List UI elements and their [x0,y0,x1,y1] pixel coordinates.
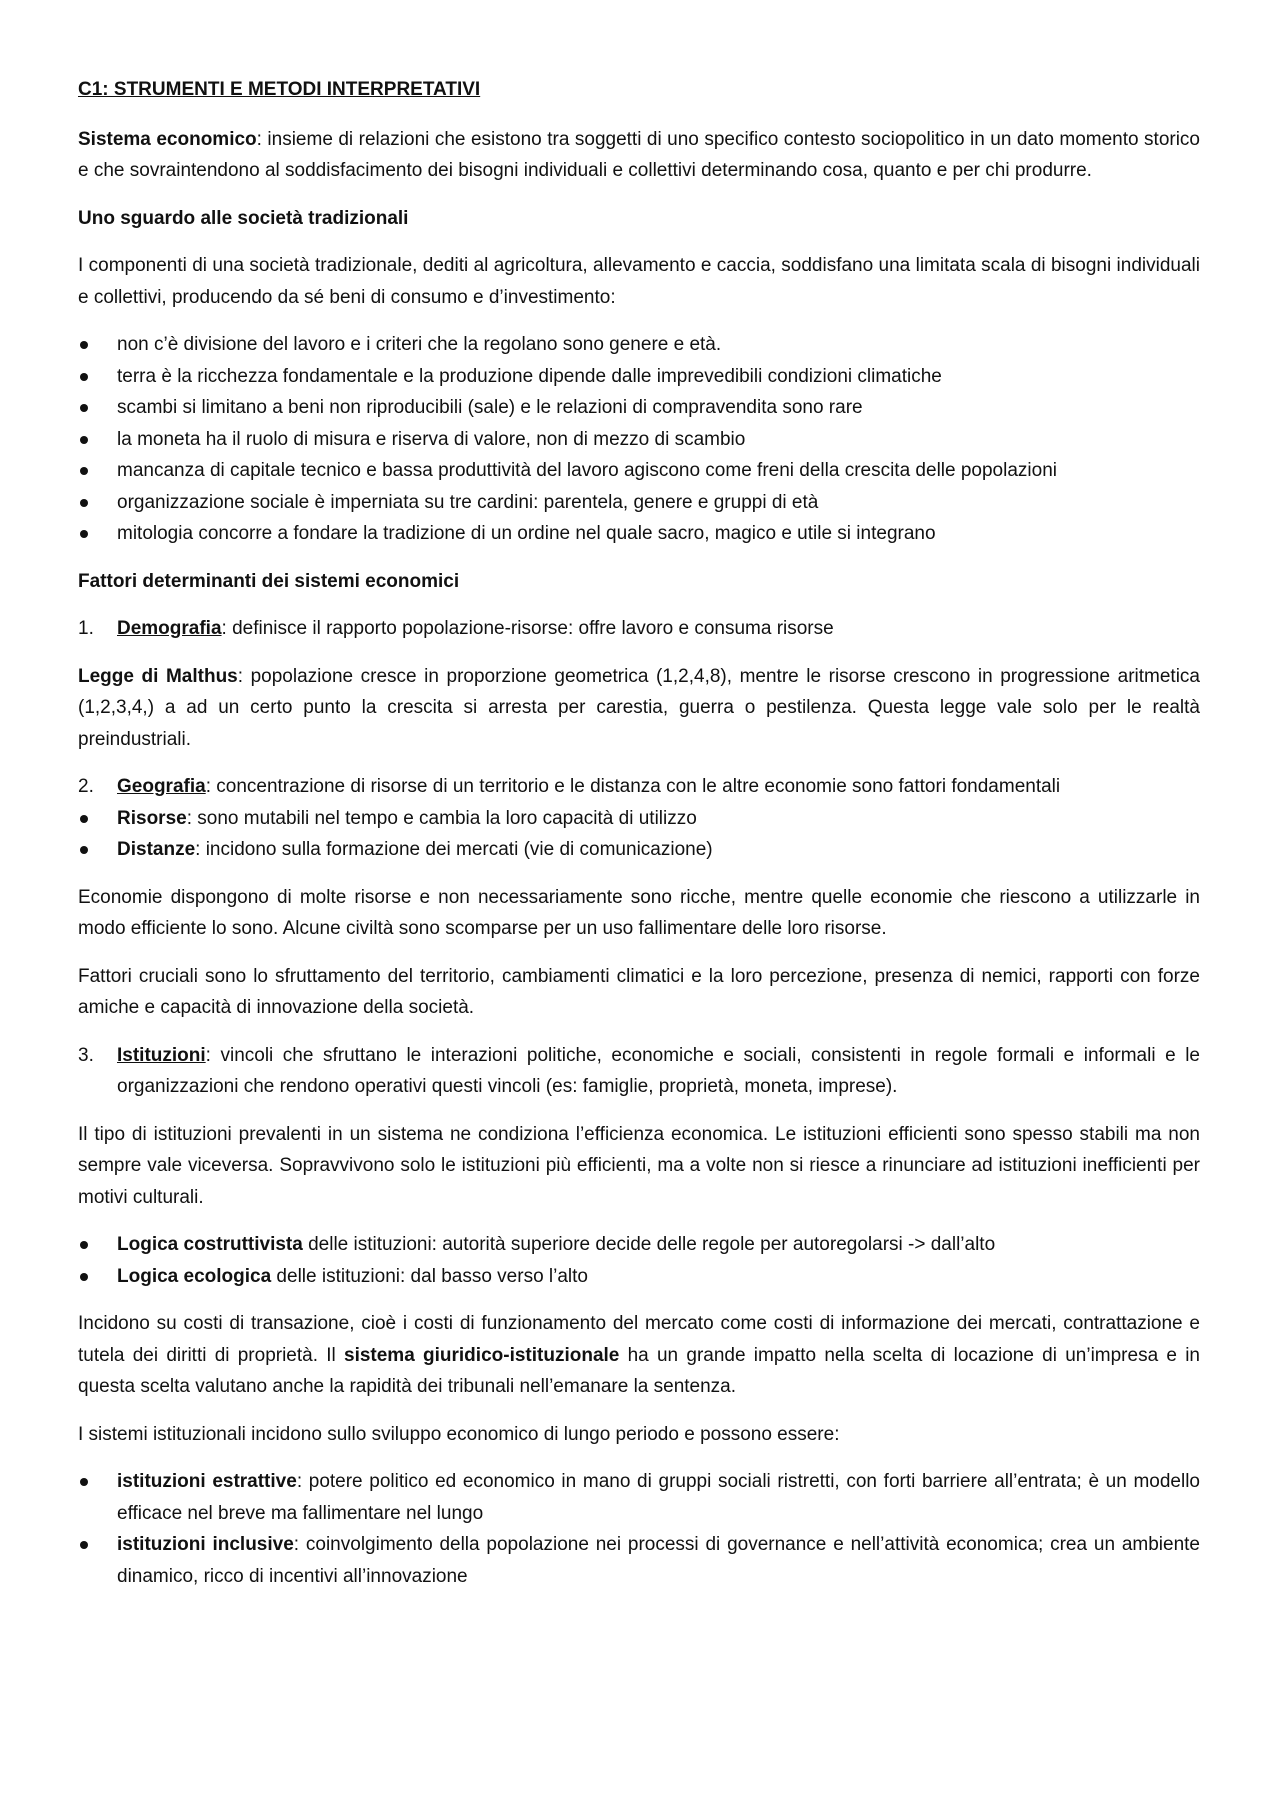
term-geografia: Geografia [117,776,206,797]
term-sistema-economico: Sistema economico [78,128,257,150]
paragraph-economie-risorse: Economie dispongono di molte risorse e non necessariamente sono ricche, mentre quelle economie che riescono a utilizzarle in modo efficiente lo sono. Alcune civiltà sono scomparse per un uso fallimentare delle loro risorse. [78,886,1200,939]
item-number: 2. [78,776,94,797]
list-item [78,834,1200,866]
numbered-item-geografia [78,771,1200,803]
list-item [78,1529,1200,1592]
item-text: : coinvolgimento della popolazione nei processi di governance e nell’attività economica; crea un ambiente dinamico, ricco di incentivi all’innovazione [117,1534,1200,1587]
list-item [78,1261,1200,1293]
list-item: mancanza di capitale tecnico e bassa produttività del lavoro agiscono come freni della crescita delle popolazioni [78,455,1200,487]
list-item: mitologia concorre a fondare la tradizione di un ordine nel quale sacro, magico e utile si integrano [78,518,1200,550]
list-item: la moneta ha il ruolo di misura e riserva di valore, non di mezzo di scambio [78,424,1200,456]
item-text: : potere politico ed economico in mano di gruppi sociali ristretti, con forti barriere all’entrata; è un modello efficace nel breve ma fallimentare nel lungo [117,1471,1201,1524]
list-tipi-istituzioni [78,1466,1200,1592]
term-demografia: Demografia [117,618,222,639]
paragraph-sistemi-istituzionali: I sistemi istituzionali incidono sullo sviluppo economico di lungo periodo e possono essere: [78,1423,840,1445]
numbered-item-istituzioni [78,1040,1200,1103]
term-risorse: Risorse [117,807,187,829]
term-istituzioni: Istituzioni [117,1044,206,1066]
paragraph-fattori-cruciali: Fattori cruciali sono lo sfruttamento del territorio, cambiamenti climatici e la loro percezione, presenza di nemici, rapporti con forze amiche e capacità di innovazione della società. [78,965,1200,1018]
list-societa-tradizionali [78,329,1200,550]
paragraph-societa-tradizionale: I componenti di una società tradizionale, dediti al agricoltura, allevamento e caccia, soddisfano una limitata scala di bisogni individuali e collettivi, producendo da sé beni di consumo e d’investimento: [78,255,1200,308]
heading-fattori-determinanti: Fattori determinanti dei sistemi economici [78,570,460,592]
paragraph-costi-transazione [78,1308,1200,1403]
term-logica-ecologica: Logica ecologica [117,1265,272,1287]
paragraph-text: Incidono su costi di transazione, cioè i costi di funzionamento del mercato come costi di informazione dei mercati, contrattazione e tutela dei diritti di proprietà. Il [78,1313,1200,1366]
item-number: 3. [78,1044,94,1066]
list-logiche-istituzioni [78,1229,1200,1292]
term-distanze: Distanze [117,839,196,860]
heading-societa-tradizionali: Uno sguardo alle società tradizionali [78,207,409,229]
item-text: : concentrazione di risorse di un territorio e le distanza con le altre economie sono fattori fondamentali [205,776,1061,797]
paragraph-text: ha un grande impatto nella scelta di locazione di un’impresa e in questa scelta valutano anche la rapidità dei tribunali nell’emanare la sentenza. [78,1344,1200,1397]
list-geografia [78,803,1200,866]
paragraph-tipo-istituzioni: Il tipo di istituzioni prevalenti in un sistema ne condiziona l’efficienza economica. Le istituzioni efficienti sono spesso stabili ma non sempre vale viceversa. Sopravvivono solo le istituzioni più efficienti, ma a volte non si riesce a rinunciare ad istituzioni inefficienti per motivi culturali. [78,1123,1200,1208]
list-item [78,803,1200,835]
definition-text: : insieme di relazioni che esistono tra soggetti di uno specifico contesto sociopolitico in un dato momento storico e che sovraintendono al soddisfacimento dei bisogni individuali e collettivi determinando cosa, quanto e per chi produrre. [78,128,1201,181]
item-text: : vincoli che sfruttano le interazioni politiche, economiche e sociali, consistenti in regole formali e informali e le organizzazioni che rendono operativi questi vincoli (es: famiglie, proprietà, moneta, imprese). [117,1044,1200,1097]
term-logica-costruttivista: Logica costruttivista [117,1234,303,1255]
document-title: C1: STRUMENTI E METODI INTERPRETATIVI [78,79,481,100]
item-text: : definisce il rapporto popolazione-risorse: offre lavoro e consuma risorse [221,618,834,639]
term-istituzioni-estrattive: istituzioni estrattive [117,1471,297,1492]
item-number: 1. [78,618,94,639]
list-item [78,1466,1200,1529]
list-item [78,1229,1200,1261]
list-item: organizzazione sociale è imperniata su tre cardini: parentela, genere e gruppi di età [78,487,1200,519]
paragraph-legge-malthus [78,661,1200,756]
paragraph-text: : popolazione cresce in proporzione geometrica (1,2,4,8), mentre le risorse crescono in progressione aritmetica (1,2,3,4,) a ad un certo punto la crescita si arresta per carestia, guerra o pestilenza. Questa legge vale solo per le realtà preindustriali. [78,665,1200,750]
list-item: non c’è divisione del lavoro e i criteri che la regolano sono genere e età. [78,329,1200,361]
list-item: scambi si limitano a beni non riproducibili (sale) e le relazioni di compravendita sono rare [78,392,1200,424]
list-item: terra è la ricchezza fondamentale e la produzione dipende dalle imprevedibili condizioni climatiche [78,361,1200,393]
item-text: : sono mutabili nel tempo e cambia la loro capacità di utilizzo [186,807,697,829]
item-text: : incidono sulla formazione dei mercati (vie di comunicazione) [195,839,713,860]
term-legge-malthus: Legge di Malthus [78,665,238,687]
term-istituzioni-inclusive: istituzioni inclusive [117,1534,294,1555]
definition-sistema-economico [78,124,1200,187]
numbered-item-demografia [78,613,1200,645]
term-sistema-giuridico: sistema giuridico-istituzionale [344,1344,620,1366]
item-text: delle istituzioni: dal basso verso l’alto [271,1265,588,1287]
item-text: delle istituzioni: autorità superiore decide delle regole per autoregolarsi -> dall’alto [302,1234,996,1255]
